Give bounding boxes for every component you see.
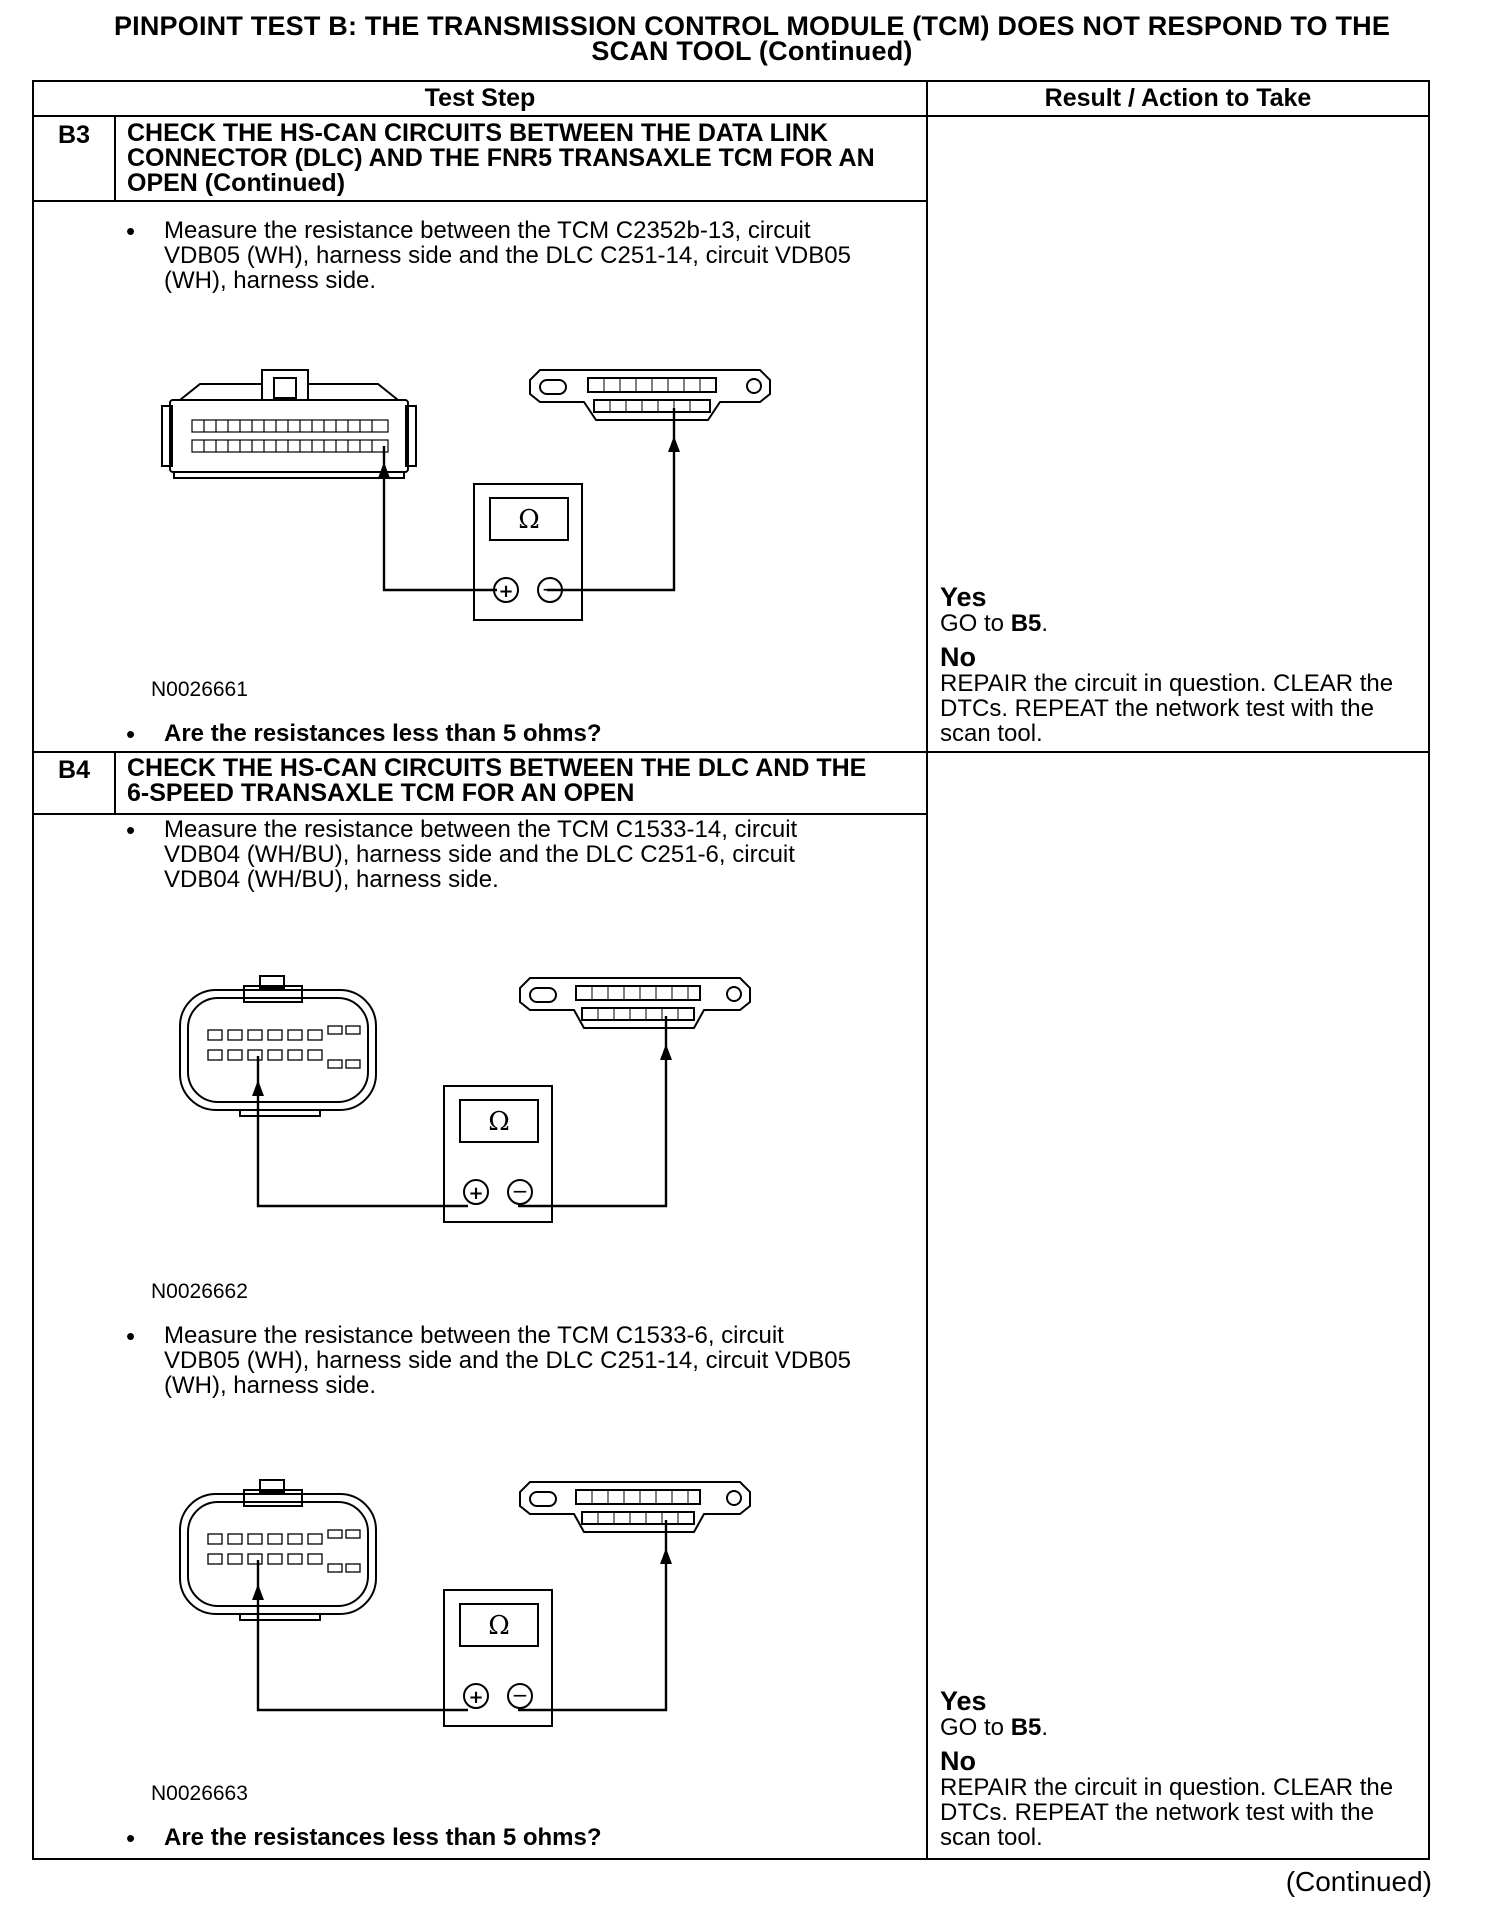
result-yes-action-b4	[940, 1715, 1048, 1740]
result-no-label-b3: No	[940, 642, 976, 672]
bullet-icon: •	[126, 1321, 136, 1351]
header-divider	[32, 115, 1430, 117]
no-action-line: scan tool.	[940, 1824, 1043, 1851]
bullet-icon: •	[126, 1823, 136, 1853]
yes-action-prefix: GO to	[940, 1714, 1011, 1741]
probe-tips	[252, 1548, 672, 1600]
step-title-line: CHECK THE HS-CAN CIRCUITS BETWEEN THE DATA LINK	[127, 119, 828, 147]
b3-id-divider	[114, 115, 116, 201]
no-action-line: DTCs. REPEAT the network test with the	[940, 695, 1374, 722]
result-no-action-b3	[940, 671, 1393, 746]
yes-action-suffix: .	[1041, 1714, 1049, 1741]
minus-terminal-icon: −	[541, 577, 559, 601]
ohm-symbol: Ω	[488, 1611, 510, 1641]
no-action-line: REPAIR the circuit in question. CLEAR the	[940, 670, 1394, 697]
step-id-b3: B3	[58, 121, 90, 149]
step-id-b4: B4	[58, 756, 90, 784]
dlc-connector-c251	[520, 978, 750, 1028]
figure-id-n0026663: N0026663	[151, 1782, 248, 1805]
dlc-connector-pins	[592, 986, 688, 1020]
bullet-icon: •	[126, 216, 136, 246]
ohm-symbol: Ω	[518, 505, 540, 535]
instruction-b4-1	[164, 817, 797, 892]
column-header-result: Result / Action to Take	[1044, 84, 1312, 112]
question-b4: Are the resistances less than 5 ohms?	[164, 1824, 602, 1851]
result-yes-label-b4: Yes	[940, 1686, 987, 1716]
instruction-line: VDB05 (WH), harness side and the DLC C251-14, circuit VDB05	[164, 242, 851, 269]
page-title-line-2: SCAN TOOL (Continued)	[591, 36, 913, 66]
no-action-line: DTCs. REPEAT the network test with the	[940, 1799, 1374, 1826]
step-title-line: CONNECTOR (DLC) AND THE FNR5 TRANSAXLE TCM FOR AN	[127, 144, 875, 172]
instruction-line: VDB04 (WH/BU), harness side and the DLC C251-6, circuit	[164, 841, 795, 868]
b4-id-divider	[114, 751, 116, 815]
step-title-line: CHECK THE HS-CAN CIRCUITS BETWEEN THE DLC AND THE	[127, 754, 867, 782]
plus-terminal-icon: +	[468, 1687, 484, 1708]
tcm-connector-pins	[208, 1530, 360, 1572]
yes-action-target: B5	[1010, 1714, 1042, 1741]
column-header-test-step: Test Step	[424, 84, 536, 112]
probe-tips	[378, 436, 680, 478]
result-no-label-b4: No	[940, 1746, 976, 1776]
figure-id-n0026661: N0026661	[151, 678, 248, 701]
step-title-b4	[127, 756, 866, 806]
result-no-action-b4	[940, 1775, 1393, 1850]
continued-note: (Continued)	[1285, 1866, 1432, 1897]
instruction-b3-1	[164, 218, 851, 293]
instruction-line: VDB05 (WH), harness side and the DLC C251-14, circuit VDB05	[164, 1347, 851, 1374]
yes-action-suffix: .	[1041, 610, 1049, 637]
result-yes-action-b3	[940, 611, 1048, 636]
figure-id-n0026662: N0026662	[151, 1280, 248, 1303]
column-divider	[926, 80, 928, 1860]
tcm-connector-c1533	[180, 1480, 376, 1620]
wiring-diagram-n0026661	[160, 360, 780, 640]
instruction-line: VDB04 (WH/BU), harness side.	[164, 866, 499, 893]
instruction-line: (WH), harness side.	[164, 267, 377, 294]
b4-title-divider	[32, 813, 928, 815]
instruction-line: Measure the resistance between the TCM C2352b-13, circuit	[164, 217, 811, 244]
dlc-connector-pins	[604, 378, 700, 412]
instruction-line: Measure the resistance between the TCM C1533-14, circuit	[164, 816, 798, 843]
probe-tips	[252, 1044, 672, 1096]
dlc-connector-c251	[530, 370, 770, 420]
tcm-connector-c1533	[180, 976, 376, 1116]
instruction-b4-2	[164, 1323, 851, 1398]
page-title	[30, 11, 1474, 66]
result-yes-label-b3: Yes	[940, 582, 987, 612]
yes-action-prefix: GO to	[940, 610, 1011, 637]
dlc-connector-pins	[592, 1490, 688, 1524]
minus-terminal-icon: −	[511, 1683, 529, 1707]
bullet-icon: •	[126, 719, 136, 749]
step-title-b3	[127, 121, 875, 196]
wiring-diagram-n0026662	[170, 968, 770, 1238]
no-action-line: scan tool.	[940, 720, 1043, 747]
instruction-line: (WH), harness side.	[164, 1372, 377, 1399]
plus-terminal-icon: +	[498, 581, 514, 602]
step-title-line: 6-SPEED TRANSAXLE TCM FOR AN OPEN	[127, 779, 635, 807]
dlc-connector-c251	[520, 1482, 750, 1532]
tcm-connector-pins	[208, 1026, 360, 1068]
ohm-symbol: Ω	[488, 1107, 510, 1137]
no-action-line: REPAIR the circuit in question. CLEAR the	[940, 1774, 1394, 1801]
bullet-icon: •	[126, 815, 136, 845]
tcm-connector-pins	[192, 420, 388, 452]
b3-title-divider	[32, 200, 928, 202]
tcm-connector-c2352b	[162, 370, 416, 478]
plus-terminal-icon: +	[468, 1183, 484, 1204]
instruction-line: Measure the resistance between the TCM C1533-6, circuit	[164, 1322, 784, 1349]
question-b3: Are the resistances less than 5 ohms?	[164, 720, 602, 747]
b3-b4-divider	[32, 751, 1430, 753]
wiring-diagram-n0026663	[170, 1472, 770, 1742]
step-title-line: OPEN (Continued)	[127, 169, 346, 197]
yes-action-target: B5	[1010, 610, 1042, 637]
page-title-line-1: PINPOINT TEST B: THE TRANSMISSION CONTROL MODULE (TCM) DOES NOT RESPOND TO THE	[113, 11, 1391, 41]
minus-terminal-icon: −	[511, 1179, 529, 1203]
